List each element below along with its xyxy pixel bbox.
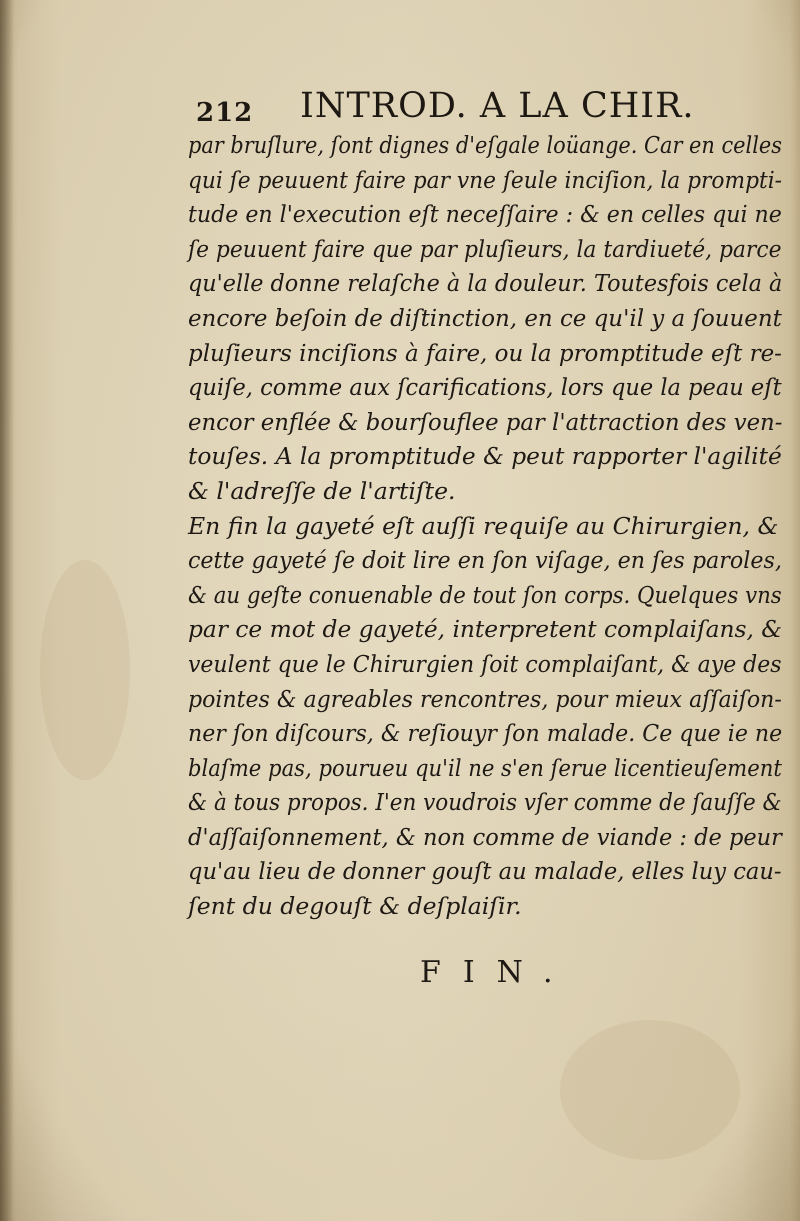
text-line: touſes. A la promptitude & peut rapporter l'agilité	[188, 442, 782, 471]
text-line: ſent du degouſt & deſplaiſir.	[188, 892, 522, 921]
text-line: qui ſe peuuent faire par vne ſeule inciſion, la prompti-	[188, 165, 782, 194]
text-line: encor enflée & bourſouflee par l'attraction des ven-	[188, 407, 783, 436]
text-line: veulent que le Chirurgien ſoit complaiſant, & aye des	[188, 649, 782, 678]
page-number: 212	[196, 98, 254, 128]
text-line: & l'adreſſe de l'artiſte.	[188, 476, 456, 505]
text-line: par bruſlure, ſont dignes d'eſgale loüange. Car en celles	[188, 131, 782, 159]
text-line: En fin la gayeté eſt auſſi requiſe au Chirurgien, &	[188, 511, 779, 540]
text-line: & au geſte conuenable de tout ſon corps. Quelques vns	[188, 580, 782, 609]
body-text	[188, 128, 796, 924]
fin-marker: FIN.	[420, 955, 575, 990]
text-line: blaſme pas, pourueu qu'il ne s'en ſerue licentieuſement	[188, 753, 782, 782]
text-line: qu'elle donne relaſche à la douleur. Toutesfois cela à	[188, 269, 783, 298]
text-line: ſe peuuent faire que par pluſieurs, la tardiueté, parce	[188, 234, 782, 263]
running-head: INTROD. A LA CHIR.	[300, 86, 695, 126]
text-line: quiſe, comme aux ſcarifications, lors que la peau eſt	[188, 373, 782, 402]
text-line: tude en l'execution eſt neceſſaire : & en celles qui ne	[188, 200, 782, 229]
text-line: pluſieurs inciſions à faire, ou la promptitude eſt re-	[188, 338, 782, 367]
page-gutter-shadow	[0, 0, 14, 1221]
text-line: encore beſoin de diſtinction, en ce qu'il y a ſouuent	[188, 303, 782, 332]
page-header	[196, 84, 736, 132]
paper-stain	[40, 560, 130, 780]
text-line: ner ſon diſcours, & reſiouyr ſon malade. Ce que ie ne	[188, 719, 783, 748]
text-line: qu'au lieu de donner gouſt au malade, elles luy cau-	[188, 857, 782, 886]
text-line: & à tous propos. I'en voudrois vſer comme de ſauſſe &	[188, 788, 782, 817]
paper-stain	[560, 1020, 740, 1160]
text-line: pointes & agreables rencontres, pour mieux aſſaiſon-	[188, 684, 782, 713]
text-line: cette gayeté ſe doit lire en ſon viſage, en ſes paroles,	[188, 546, 782, 575]
text-line: par ce mot de gayeté, interpretent complaiſans, &	[188, 615, 783, 644]
text-line: d'aſſaiſonnement, & non comme de viande : de peur	[188, 822, 782, 851]
